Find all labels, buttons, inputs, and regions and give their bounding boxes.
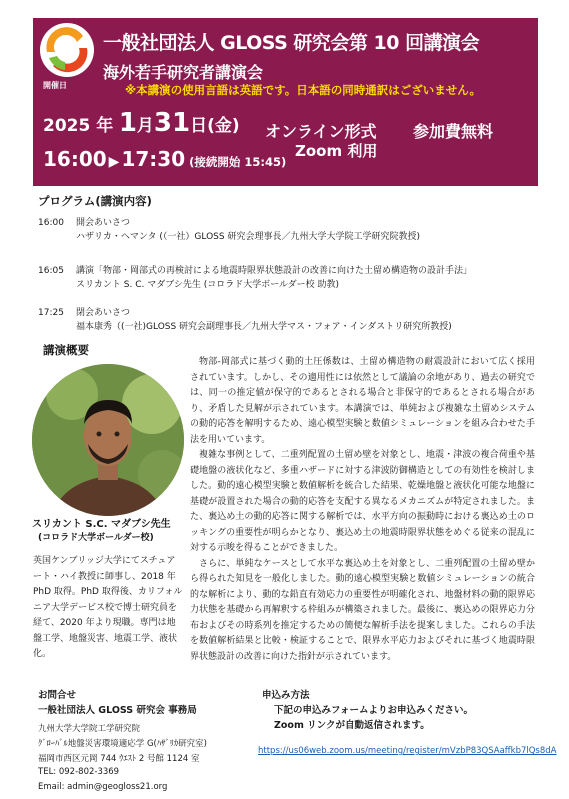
speaker-bio: 英国ケンブリッジ大学にてスチュアート・ハイ教授に師事し、2018 年 PhD 取得。PhD 取得後、カリフォルニア大学デービス校で博士研究員を経て、2020 年より現職。専門は地盤工学、地盤災害、地震工学、液状化。	[33, 556, 183, 659]
program-item	[38, 306, 452, 334]
date-label: 開催日	[43, 81, 67, 90]
event-date	[43, 108, 240, 138]
abstract-paragraph: さらに、単純なケースとして水平な裏込め土を対象とし、二重列配置の土留め壁から得られた知見を一般化しました。動的遠心模型実験と数値シミュレーションの統合的な解析により、動的な鉛直有効応力の重要性が明確化され、地盤材料の動的限界応力状態を基礎から再解釈する枠組みが構築されました。最後に、裏込めの限界応力分布およびその時系列を推定するための簡便な解析手法を提案しました。これらの手法を数値解析結果と比較・検証することで、限界水平応力およびそれに基づく地震時限界状態設計の改善に向けた指針が示されています。	[190, 558, 535, 662]
start-time: 16:00	[43, 147, 107, 171]
contact-address: 福岡市西区元岡 744 ｳｴｽﾄ 2 号館 1124 室	[38, 754, 200, 764]
event-time	[43, 147, 286, 171]
header-banner	[33, 18, 538, 186]
apply-heading: 申込み方法	[262, 690, 310, 701]
speaker-photo	[32, 364, 184, 516]
weekday: (金)	[207, 116, 240, 136]
fee-info: 参加費無料	[413, 122, 494, 141]
program-detail: スリカント S. C. マダブシ先生 (コロラド大学ボールダー校 助教)	[76, 280, 340, 290]
apply-instruction: 下記の申込みフォームよりお申込みください。	[274, 705, 474, 716]
contact-org: 一般社団法人 GLOSS 研究会 事務局	[38, 705, 197, 716]
contact-line: 九州大学大学院工学研究院	[38, 724, 141, 734]
speaker-name: スリカント S.C. マダブシ先生	[32, 519, 171, 530]
contact-email[interactable]: Email: admin@geogloss21.org	[38, 782, 168, 792]
month: 1	[118, 108, 137, 138]
program-heading: プログラム(講演内容)	[38, 194, 152, 208]
contact-heading: お問合せ	[38, 690, 77, 701]
program-title: 開会あいさつ	[76, 218, 131, 228]
day-unit: 日	[190, 116, 208, 136]
event-format: オンライン形式	[265, 122, 377, 141]
month-unit: 月	[136, 116, 154, 136]
program-time: 17:25	[38, 308, 64, 318]
day: 31	[153, 108, 191, 138]
connect-time: (接続開始 15:45)	[189, 155, 287, 169]
apply-note: Zoom リンクが自動返信されます。	[274, 720, 430, 731]
registration-link[interactable]: https://us06web.zoom.us/meeting/register/mVzbP83QSAaffkb7lQs8dA	[258, 746, 557, 756]
speaker-portrait-icon	[32, 364, 184, 516]
lecture-heading: 講演概要	[43, 343, 89, 357]
year: 2025 年	[43, 116, 114, 136]
program-detail: ハザリカ・ヘマンタ (（一社）GLOSS 研究会理事長／九州大学大学院工学研究院教授)	[76, 232, 420, 242]
language-notice: ※本講演の使用言語は英語です。日本語の同時通訳はございません。	[125, 83, 481, 97]
contact-phone: TEL: 092-802-3369	[38, 767, 120, 777]
arrow-icon: ▶	[108, 154, 120, 170]
end-time: 17:30	[121, 147, 186, 171]
program-title: 講演「物部・岡部式の再検討による地震時限界状態設計の改善に向けた土留め構造物の設計手法」	[76, 266, 473, 276]
gloss-logo-icon	[39, 22, 95, 78]
org-title: 一般社団法人 GLOSS 研究会第 10 回講演会	[103, 32, 480, 54]
program-item	[38, 264, 472, 292]
program-title: 閉会あいさつ	[76, 308, 131, 318]
zoom-info: Zoom 利用	[295, 142, 378, 160]
sub-title: 海外若手研究者講演会	[103, 63, 264, 82]
program-time: 16:05	[38, 266, 64, 276]
lecture-abstract	[190, 355, 535, 665]
program-detail: 福本康秀（(一社)GLOSS 研究会副理事長／九州大学マス・フォア・インダストリ研究所教授)	[76, 322, 452, 332]
program-item	[38, 216, 420, 244]
program-time: 16:00	[38, 218, 64, 228]
abstract-paragraph: 複雑な事例として、二重列配置の土留め壁を対象とし、地震・津波の複合荷重や基礎地盤の液状化など、多重ハザードに対する津波防御構造としての有効性を検討しました。動的遠心模型実験と数値解析を統合した結果、乾燥地盤と液状化可能な地盤に基礎が設置された場合の動的応答を支配する異なるメカニズムが特定されました。また、裏込め土の動的応答に関する解析では、水平方向の振動時における裏込め土のロッキングの重要性が明らかとなり、裏込め土の地震時限界状態をめぐる従来の混乱に対する示唆を得ることができました。	[190, 450, 535, 553]
contact-line: ｸﾞﾛｰﾊﾞﾙ地盤災害環境適応学 G(ﾊｻﾞﾘｶ研究室)	[38, 739, 207, 749]
abstract-paragraph: 物部-岡部式に基づく動的土圧係数は、土留め構造物の耐震設計において広く採用されています。しかし、その適用性には依然として議論の余地があり、過去の研究では、同一の推定値が保守的であるとされる場合と非保守的であるとされる場合があり、矛盾した見解が示されています。本講演では、単純および複雑な土留めシステムの動的応答を解明するため、遠心模型実験と数値シミュレーションを組み合わせた手法を用いています。	[190, 357, 535, 445]
speaker-affiliation: (コロラド大学ボールダー校)	[38, 533, 154, 543]
